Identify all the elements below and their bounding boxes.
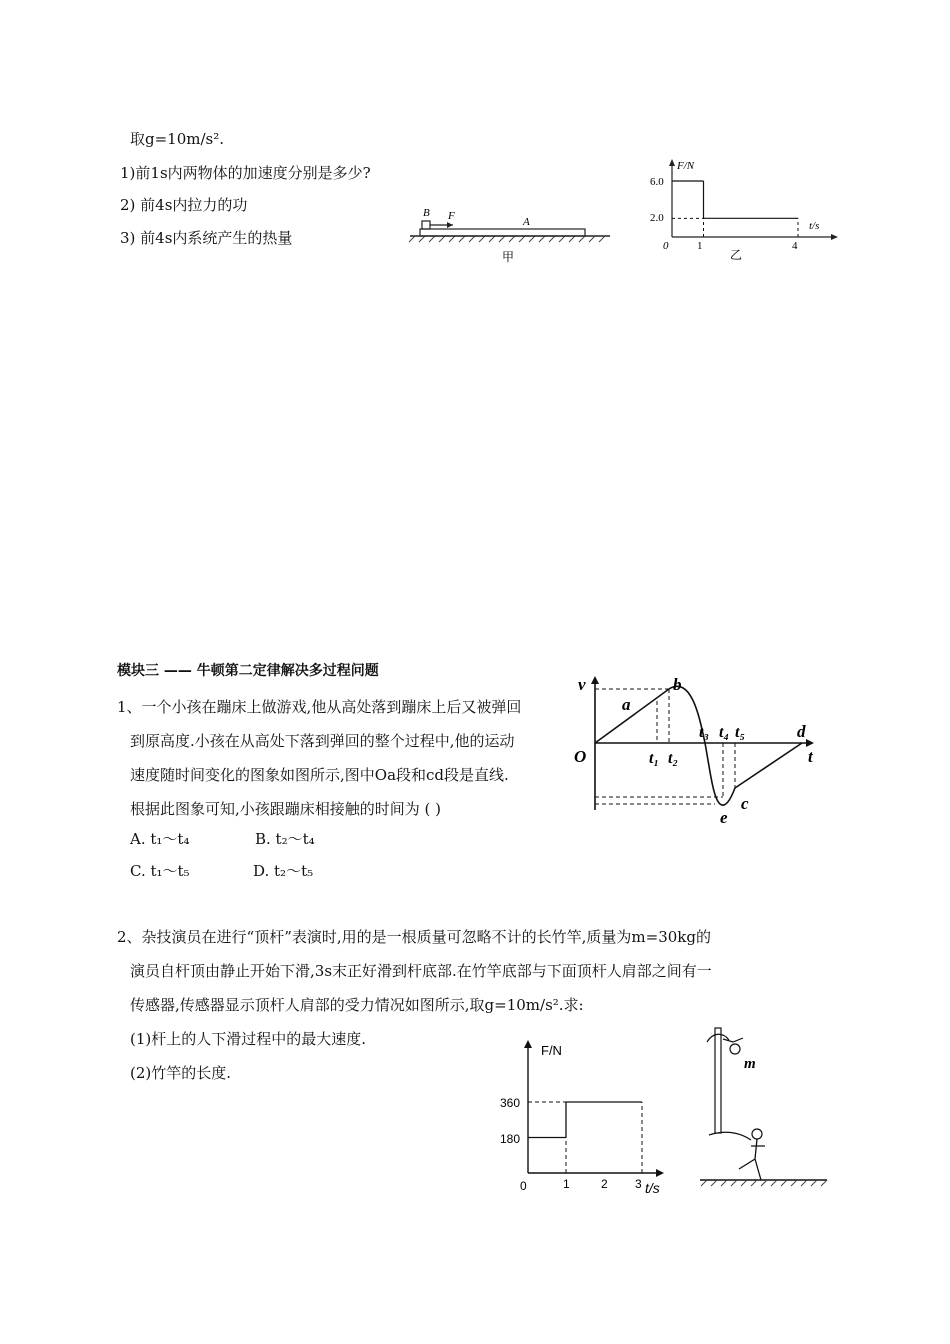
x-tick-4: 4 [792, 240, 798, 252]
p2-sub-2: (2)竹竿的长度. [130, 1064, 232, 1082]
module-title: 模块三 —— 牛顿第二定律解决多过程问题 [117, 663, 379, 679]
ft-y-label: F/N [541, 1043, 562, 1058]
option-a: A. t₁～t₄ [130, 830, 190, 848]
vt-label-t3: t₃ [699, 724, 710, 741]
x-axis-label: t/s [809, 220, 820, 232]
question-1: 1)前1s内两物体的加速度分别是多少? [120, 164, 371, 182]
p2-line-2: 演员自杆顶由静止开始下滑,3s末正好滑到杆底部.在竹竿底部与下面顶杆人肩部之间有一 [130, 962, 712, 980]
carrier-head [752, 1129, 762, 1139]
y-axis-label: F/N [677, 160, 695, 172]
vt-label-d: d [797, 722, 806, 741]
pole-ground [700, 1180, 827, 1186]
figure-yi [645, 155, 845, 265]
vt-label-t2: t₂ [668, 750, 679, 767]
question-2: 2) 前4s内拉力的功 [120, 196, 248, 214]
performer-head [730, 1044, 740, 1054]
bamboo-pole [715, 1028, 721, 1133]
ft-y-tick-180: 180 [500, 1132, 521, 1146]
x-tick-0: 0 [663, 240, 669, 252]
option-b: B. t₂～t₄ [255, 830, 315, 848]
y-tick-2: 2.0 [650, 212, 664, 224]
ft-x-tick-3: 3 [635, 1177, 642, 1191]
gravity-note: 取g=10m/s². [130, 130, 225, 148]
vt-graph [570, 670, 825, 825]
p1-line-4: 根据此图象可知,小孩跟蹦床相接触的时间为 ( ) [130, 800, 442, 818]
vt-label-t1: t₁ [649, 750, 660, 767]
label-m: m [744, 1056, 756, 1072]
ft-x-tick-2: 2 [601, 1177, 608, 1191]
vt-label-t: t [808, 747, 813, 766]
p2-line-3: 传感器,传感器显示顶杆人肩部的受力情况如图所示,取g=10m/s².求: [130, 996, 584, 1014]
ft-x-tick-1: 1 [563, 1177, 570, 1191]
vt-label-a: a [622, 695, 631, 714]
block-b [422, 221, 430, 229]
vt-label-o: O [574, 747, 587, 766]
vt-label-t4: t₄ [719, 724, 730, 741]
vt-label-b: b [673, 675, 682, 694]
ft-graph [495, 1032, 680, 1202]
y-tick-6: 6.0 [650, 176, 664, 188]
ft-x-tick-0: 0 [520, 1179, 527, 1193]
caption-yi: 乙 [730, 248, 743, 262]
vt-label-e: e [720, 808, 728, 825]
option-c: C. t₁～t₅ [130, 862, 190, 880]
label-b: B [423, 207, 430, 219]
label-f: F [448, 210, 455, 222]
carrier-body [739, 1139, 765, 1180]
yi-plot-series [672, 181, 798, 237]
ft-plot-series [528, 1102, 642, 1173]
option-d: D. t₂～t₅ [253, 862, 314, 880]
x-tick-1: 1 [697, 240, 703, 252]
p1-line-3: 速度随时间变化的图象如图所示,图中Oa段和cd段是直线. [130, 766, 509, 784]
vt-label-v: v [578, 675, 586, 694]
pole-figure [695, 1022, 835, 1192]
p1-line-2: 到原高度.小孩在从高处下落到弹回的整个过程中,他的运动 [130, 732, 515, 750]
vt-label-t5: t₅ [735, 724, 746, 741]
label-a: A [523, 216, 530, 228]
p1-line-1: 1、一个小孩在蹦床上做游戏,他从高处落到蹦床上后又被弹回 [117, 698, 522, 716]
question-3: 3) 前4s内系统产生的热量 [120, 229, 293, 247]
board-a [420, 229, 585, 236]
p2-sub-1: (1)杆上的人下滑过程中的最大速度. [130, 1030, 367, 1048]
figure-jia [405, 200, 620, 270]
ground [409, 236, 610, 242]
ft-y-tick-360: 360 [500, 1096, 521, 1110]
p2-line-1: 2、杂技演员在进行“顶杆”表演时,用的是一根质量可忽略不计的长竹竿,质量为m=30kg的 [117, 928, 711, 946]
ft-x-label: t/s [645, 1180, 660, 1196]
caption-jia: 甲 [502, 250, 515, 264]
vt-label-c: c [741, 794, 749, 813]
